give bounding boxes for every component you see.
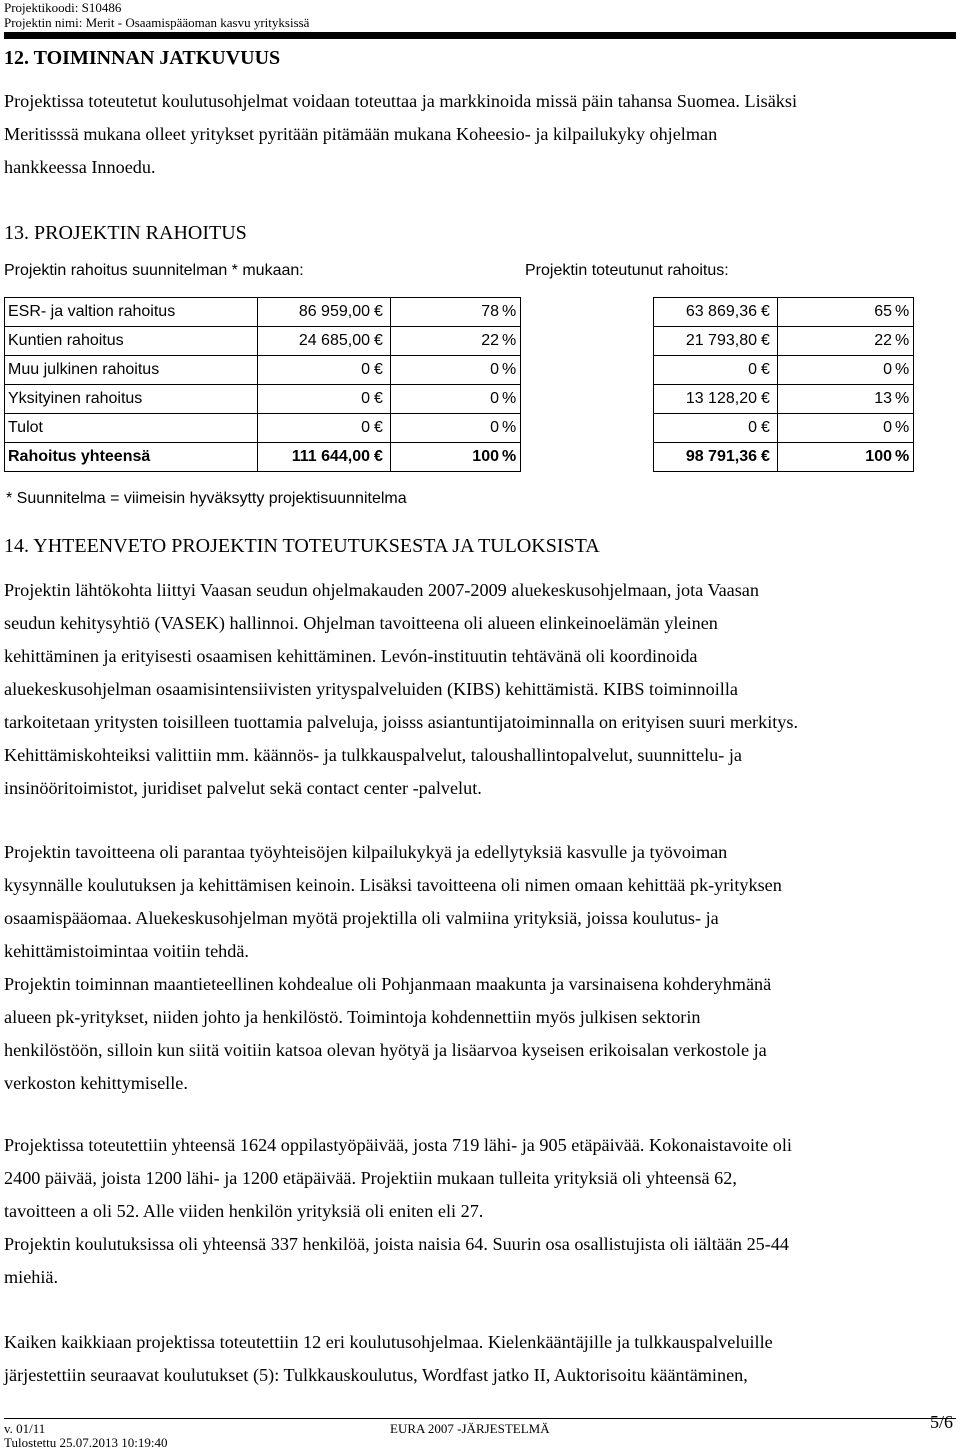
percent-unit: % bbox=[501, 385, 521, 414]
currency-unit: € bbox=[759, 385, 778, 414]
text-line: hankkeessa Innoedu. bbox=[4, 157, 156, 177]
text-line: insinööritoimistot, juridiset palvelut sekä contact center -palvelut. bbox=[4, 778, 482, 798]
percent-unit: % bbox=[894, 327, 914, 356]
planned-percent: 100 bbox=[391, 443, 502, 472]
planned-percent: 0 bbox=[391, 414, 502, 443]
section-14-paragraph-3 bbox=[4, 1129, 954, 1294]
actual-percent: 65 bbox=[778, 298, 895, 327]
planned-percent: 22 bbox=[391, 327, 502, 356]
section-14-paragraph-2 bbox=[4, 836, 954, 1100]
percent-unit: % bbox=[501, 414, 521, 443]
percent-unit: % bbox=[894, 298, 914, 327]
planned-funding-label: Projektin rahoitus suunnitelman * mukaan: bbox=[4, 262, 304, 279]
percent-unit: % bbox=[501, 443, 521, 472]
planned-amount: 0 bbox=[258, 414, 373, 443]
planned-percent: 0 bbox=[391, 385, 502, 414]
text-line: tarkoitetaan yritysten toisilleen tuottamia palveluja, joisss asiantuntijatoiminnalla on erityisen suuri merkitys. bbox=[4, 712, 799, 732]
text-line: miehiä. bbox=[4, 1267, 59, 1287]
column-gap bbox=[521, 443, 654, 472]
planned-amount: 24 685,00 bbox=[258, 327, 373, 356]
section-14-paragraph-1 bbox=[4, 574, 954, 805]
actual-amount: 98 791,36 bbox=[654, 443, 760, 472]
text-line: tavoitteen a oli 52. Alle viiden henkilön yrityksiä oli eniten eli 27. bbox=[4, 1201, 484, 1221]
column-gap bbox=[521, 385, 654, 414]
funding-row-label: Muu julkinen rahoitus bbox=[5, 356, 258, 385]
planned-amount: 111 644,00 bbox=[258, 443, 373, 472]
percent-unit: % bbox=[894, 443, 914, 472]
footer-rule bbox=[4, 1418, 956, 1419]
text-line: Projektin tavoitteena oli parantaa työyhteisöjen kilpailukykyä ja edellytyksiä kasvulle ja työvoiman bbox=[4, 842, 728, 862]
text-line: Kaiken kaikkiaan projektissa toteutettiin 12 eri koulutusohjelmaa. Kielenkääntäjille ja tulkkauspalveluille bbox=[4, 1332, 773, 1352]
currency-unit: € bbox=[372, 385, 391, 414]
currency-unit: € bbox=[759, 356, 778, 385]
project-code: Projektikoodi: S10486 bbox=[4, 0, 122, 15]
text-line: verkoston kehittymiselle. bbox=[4, 1073, 188, 1093]
planned-amount: 86 959,00 bbox=[258, 298, 373, 327]
funding-row bbox=[5, 327, 914, 356]
funding-table bbox=[4, 297, 914, 472]
currency-unit: € bbox=[372, 356, 391, 385]
text-line: osaamispääomaa. Aluekeskusohjelman myötä projektilla oli valmiina yrityksiä, joissa koulutus- ja bbox=[4, 908, 719, 928]
currency-unit: € bbox=[759, 443, 778, 472]
text-line: alueen pk-yritykset, niiden johto ja henkilöstö. Toimintoja kohdennettiin myös julkisen sektorin bbox=[4, 1007, 701, 1027]
text-line: Projektin toiminnan maantieteellinen kohdealue oli Pohjanmaan maakunta ja varsinaisena kohderyhmänä bbox=[4, 974, 772, 994]
text-line: kehittäminen ja erityisesti osaamisen kehittäminen. Levón-instituutin tehtävänä oli koordinoida bbox=[4, 646, 698, 666]
text-line: Projektissa toteutettiin yhteensä 1624 oppilastyöpäivää, josta 719 lähi- ja 905 etäpäivää. Kokonaistavoite oli bbox=[4, 1135, 792, 1155]
currency-unit: € bbox=[372, 443, 391, 472]
funding-row bbox=[5, 385, 914, 414]
text-line: Kehittämiskohteiksi valittiin mm. käännös- ja tulkkauspalvelut, taloushallintopalvelut, suunnittelu- ja bbox=[4, 745, 742, 765]
currency-unit: € bbox=[372, 414, 391, 443]
currency-unit: € bbox=[759, 327, 778, 356]
funding-row-label: ESR- ja valtion rahoitus bbox=[5, 298, 258, 327]
actual-amount: 13 128,20 bbox=[654, 385, 760, 414]
section-14-title: 14. YHTEENVETO PROJEKTIN TOTEUTUKSESTA JA TULOKSISTA bbox=[4, 535, 600, 557]
funding-row bbox=[5, 414, 914, 443]
funding-footnote: * Suunnitelma = viimeisin hyväksytty projektisuunnitelma bbox=[6, 490, 407, 507]
percent-unit: % bbox=[501, 356, 521, 385]
actual-percent: 22 bbox=[778, 327, 895, 356]
text-line: kehittämistoimintaa voitiin tehdä. bbox=[4, 941, 249, 961]
actual-funding-label: Projektin toteutunut rahoitus: bbox=[525, 262, 729, 279]
section-13-title: 13. PROJEKTIN RAHOITUS bbox=[4, 222, 247, 244]
percent-unit: % bbox=[501, 298, 521, 327]
text-line: 2400 päivää, joista 1200 lähi- ja 1200 etäpäivää. Projektiin mukaan tulleita yrityksiä oli yhteensä 62, bbox=[4, 1168, 737, 1188]
section-12-title: 12. TOIMINNAN JATKUVUUS bbox=[4, 47, 281, 69]
currency-unit: € bbox=[759, 414, 778, 443]
section-14-paragraph-4 bbox=[4, 1326, 954, 1392]
project-name: Projektin nimi: Merit - Osaamispääoman kasvu yrityksissä bbox=[4, 15, 310, 30]
text-line: Projektin koulutuksissa oli yhteensä 337 henkilöä, joista naisia 64. Suurin osa osallistujista oli iältään 25-44 bbox=[4, 1234, 790, 1254]
text-line: Projektin lähtökohta liittyi Vaasan seudun ohjelmakauden 2007-2009 aluekeskusohjelmaan, jota Vaasan bbox=[4, 580, 759, 600]
funding-row-label: Yksityinen rahoitus bbox=[5, 385, 258, 414]
text-line: aluekeskusohjelman osaamisintensiivisten yrityspalveluiden (KIBS) kehittämistä. KIBS toiminnoilla bbox=[4, 679, 738, 699]
text-line: Meritisssä mukana olleet yritykset pyritään pitämään mukana Koheesio- ja kilpailukyky ohjelman bbox=[4, 124, 718, 144]
funding-row-label: Rahoitus yhteensä bbox=[5, 443, 258, 472]
planned-amount: 0 bbox=[258, 385, 373, 414]
percent-unit: % bbox=[894, 385, 914, 414]
funding-row bbox=[5, 443, 914, 472]
actual-percent: 100 bbox=[778, 443, 895, 472]
currency-unit: € bbox=[759, 298, 778, 327]
text-line: Projektissa toteutetut koulutusohjelmat voidaan toteuttaa ja markkinoida missä päin tahansa Suomea. Lisäksi bbox=[4, 91, 798, 111]
planned-percent: 78 bbox=[391, 298, 502, 327]
column-gap bbox=[521, 298, 654, 327]
planned-amount: 0 bbox=[258, 356, 373, 385]
actual-amount: 0 bbox=[654, 356, 760, 385]
footer-printed: Tulostettu 25.07.2013 10:19:40 bbox=[4, 1435, 168, 1450]
header-rule bbox=[4, 32, 956, 39]
currency-unit: € bbox=[372, 298, 391, 327]
currency-unit: € bbox=[372, 327, 391, 356]
percent-unit: % bbox=[501, 327, 521, 356]
actual-percent: 0 bbox=[778, 414, 895, 443]
actual-amount: 0 bbox=[654, 414, 760, 443]
funding-row-label: Tulot bbox=[5, 414, 258, 443]
actual-amount: 21 793,80 bbox=[654, 327, 760, 356]
section-12-text bbox=[4, 85, 954, 184]
text-line: henkilöstöön, silloin kun siitä voitiin katsoa olevan hyötyä ja lisäarvoa kyseisen erikoisalan verkostole ja bbox=[4, 1040, 767, 1060]
column-gap bbox=[521, 327, 654, 356]
footer-version: v. 01/11 bbox=[4, 1421, 46, 1436]
text-line: järjestettiin seuraavat koulutukset (5): Tulkkauskoulutus, Wordfast jatko II, Auktorisoitu kääntäminen, bbox=[4, 1365, 748, 1385]
actual-percent: 13 bbox=[778, 385, 895, 414]
actual-amount: 63 869,36 bbox=[654, 298, 760, 327]
funding-row bbox=[5, 298, 914, 327]
percent-unit: % bbox=[894, 356, 914, 385]
funding-row bbox=[5, 356, 914, 385]
planned-percent: 0 bbox=[391, 356, 502, 385]
footer-system: EURA 2007 -JÄRJESTELMÄ bbox=[390, 1421, 550, 1436]
text-line: seudun kehitysyhtiö (VASEK) hallinnoi. Ohjelman tavoitteena oli alueen elinkeinoelämän yleinen bbox=[4, 613, 718, 633]
footer-page-number: 5/6 bbox=[930, 1412, 954, 1432]
percent-unit: % bbox=[894, 414, 914, 443]
text-line: kysynnälle koulutuksen ja kehittämisen keinoin. Lisäksi tavoitteena oli nimen omaan kehittää pk-yrityksen bbox=[4, 875, 782, 895]
column-gap bbox=[521, 356, 654, 385]
actual-percent: 0 bbox=[778, 356, 895, 385]
column-gap bbox=[521, 414, 654, 443]
funding-row-label: Kuntien rahoitus bbox=[5, 327, 258, 356]
